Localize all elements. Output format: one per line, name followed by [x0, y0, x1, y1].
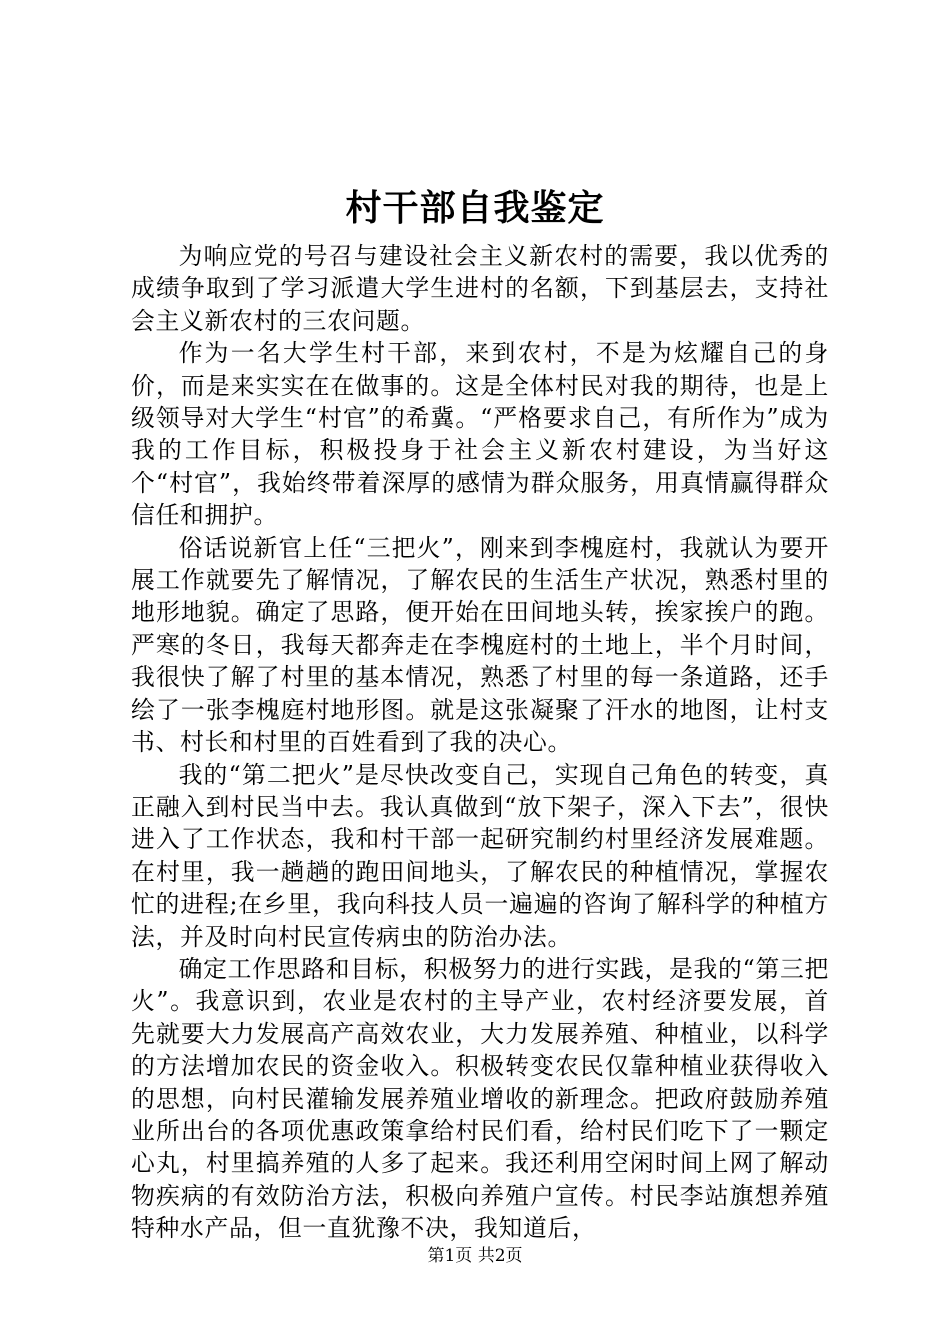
paragraph-1: 为响应党的号召与建设社会主义新农村的需要，我以优秀的成绩争取到了学习派遣大学生进村的名额，下到基层去，支持社会主义新农村的三农问题。: [131, 242, 829, 335]
page-footer: 第1页 共2页: [427, 1246, 523, 1266]
paragraph-5: 确定工作思路和目标，积极努力的进行实践，是我的“第三把火”。我意识到，农业是农村的主导产业，农村经济要发展，首先就要大力发展高产高效农业，大力发展养殖、种植业，以科学的方法增加农民的资金收入。积极转变农民仅靠种植业获得收入的思想，向村民灌输发展养殖业增收的新理念。把政府鼓励养殖业所出台的各项优惠政策拿给村民们看，给村民们吃下了一颗定心丸，村里搞养殖的人多了起来。我还利用空闲时间上网了解动物疾病的有效防治方法，积极向养殖户宣传。村民李站旗想养殖特种水产品，但一直犹豫不决，我知道后，: [131, 954, 829, 1243]
document-body: [131, 240, 829, 1245]
paragraph-2: 作为一名大学生村干部，来到农村，不是为炫耀自己的身价，而是来实实在在做事的。这是全体村民对我的期待，也是上级领导对大学生“村官”的希冀。“严格要求自己，有所作为”成为我的工作目标，积极投身于社会主义新农村建设，为当好这个“村官”，我始终带着深厚的感情为群众服务，用真情赢得群众信任和拥护。: [131, 339, 829, 530]
paragraph-4: 我的“第二把火”是尽快改变自己，实现自己角色的转变，真正融入到村民当中去。我认真做到“放下架子，深入下去”，很快进入了工作状态，我和村干部一起研究制约村里经济发展难题。在村里，我一趟趟的跑田间地头，了解农民的种植情况，掌握农忙的进程;在乡里，我向科技人员一遍遍的咨询了解科学的种植方法，并及时向村民宣传病虫的防治办法。: [131, 760, 829, 951]
document-title: 村干部自我鉴定: [345, 187, 605, 229]
paragraph-3: 俗话说新官上任“三把火”，刚来到李槐庭村，我就认为要开展工作就要先了解情况，了解农民的生活生产状况，熟悉村里的地形地貌。确定了思路，便开始在田间地头转，挨家挨户的跑。严寒的冬日，我每天都奔走在李槐庭村的土地上，半个月时间，我很快了解了村里的基本情况，熟悉了村里的每一条道路，还手绘了一张李槐庭村地形图。就是这张凝聚了汗水的地图，让村支书、村长和村里的百姓看到了我的决心。: [131, 533, 829, 757]
